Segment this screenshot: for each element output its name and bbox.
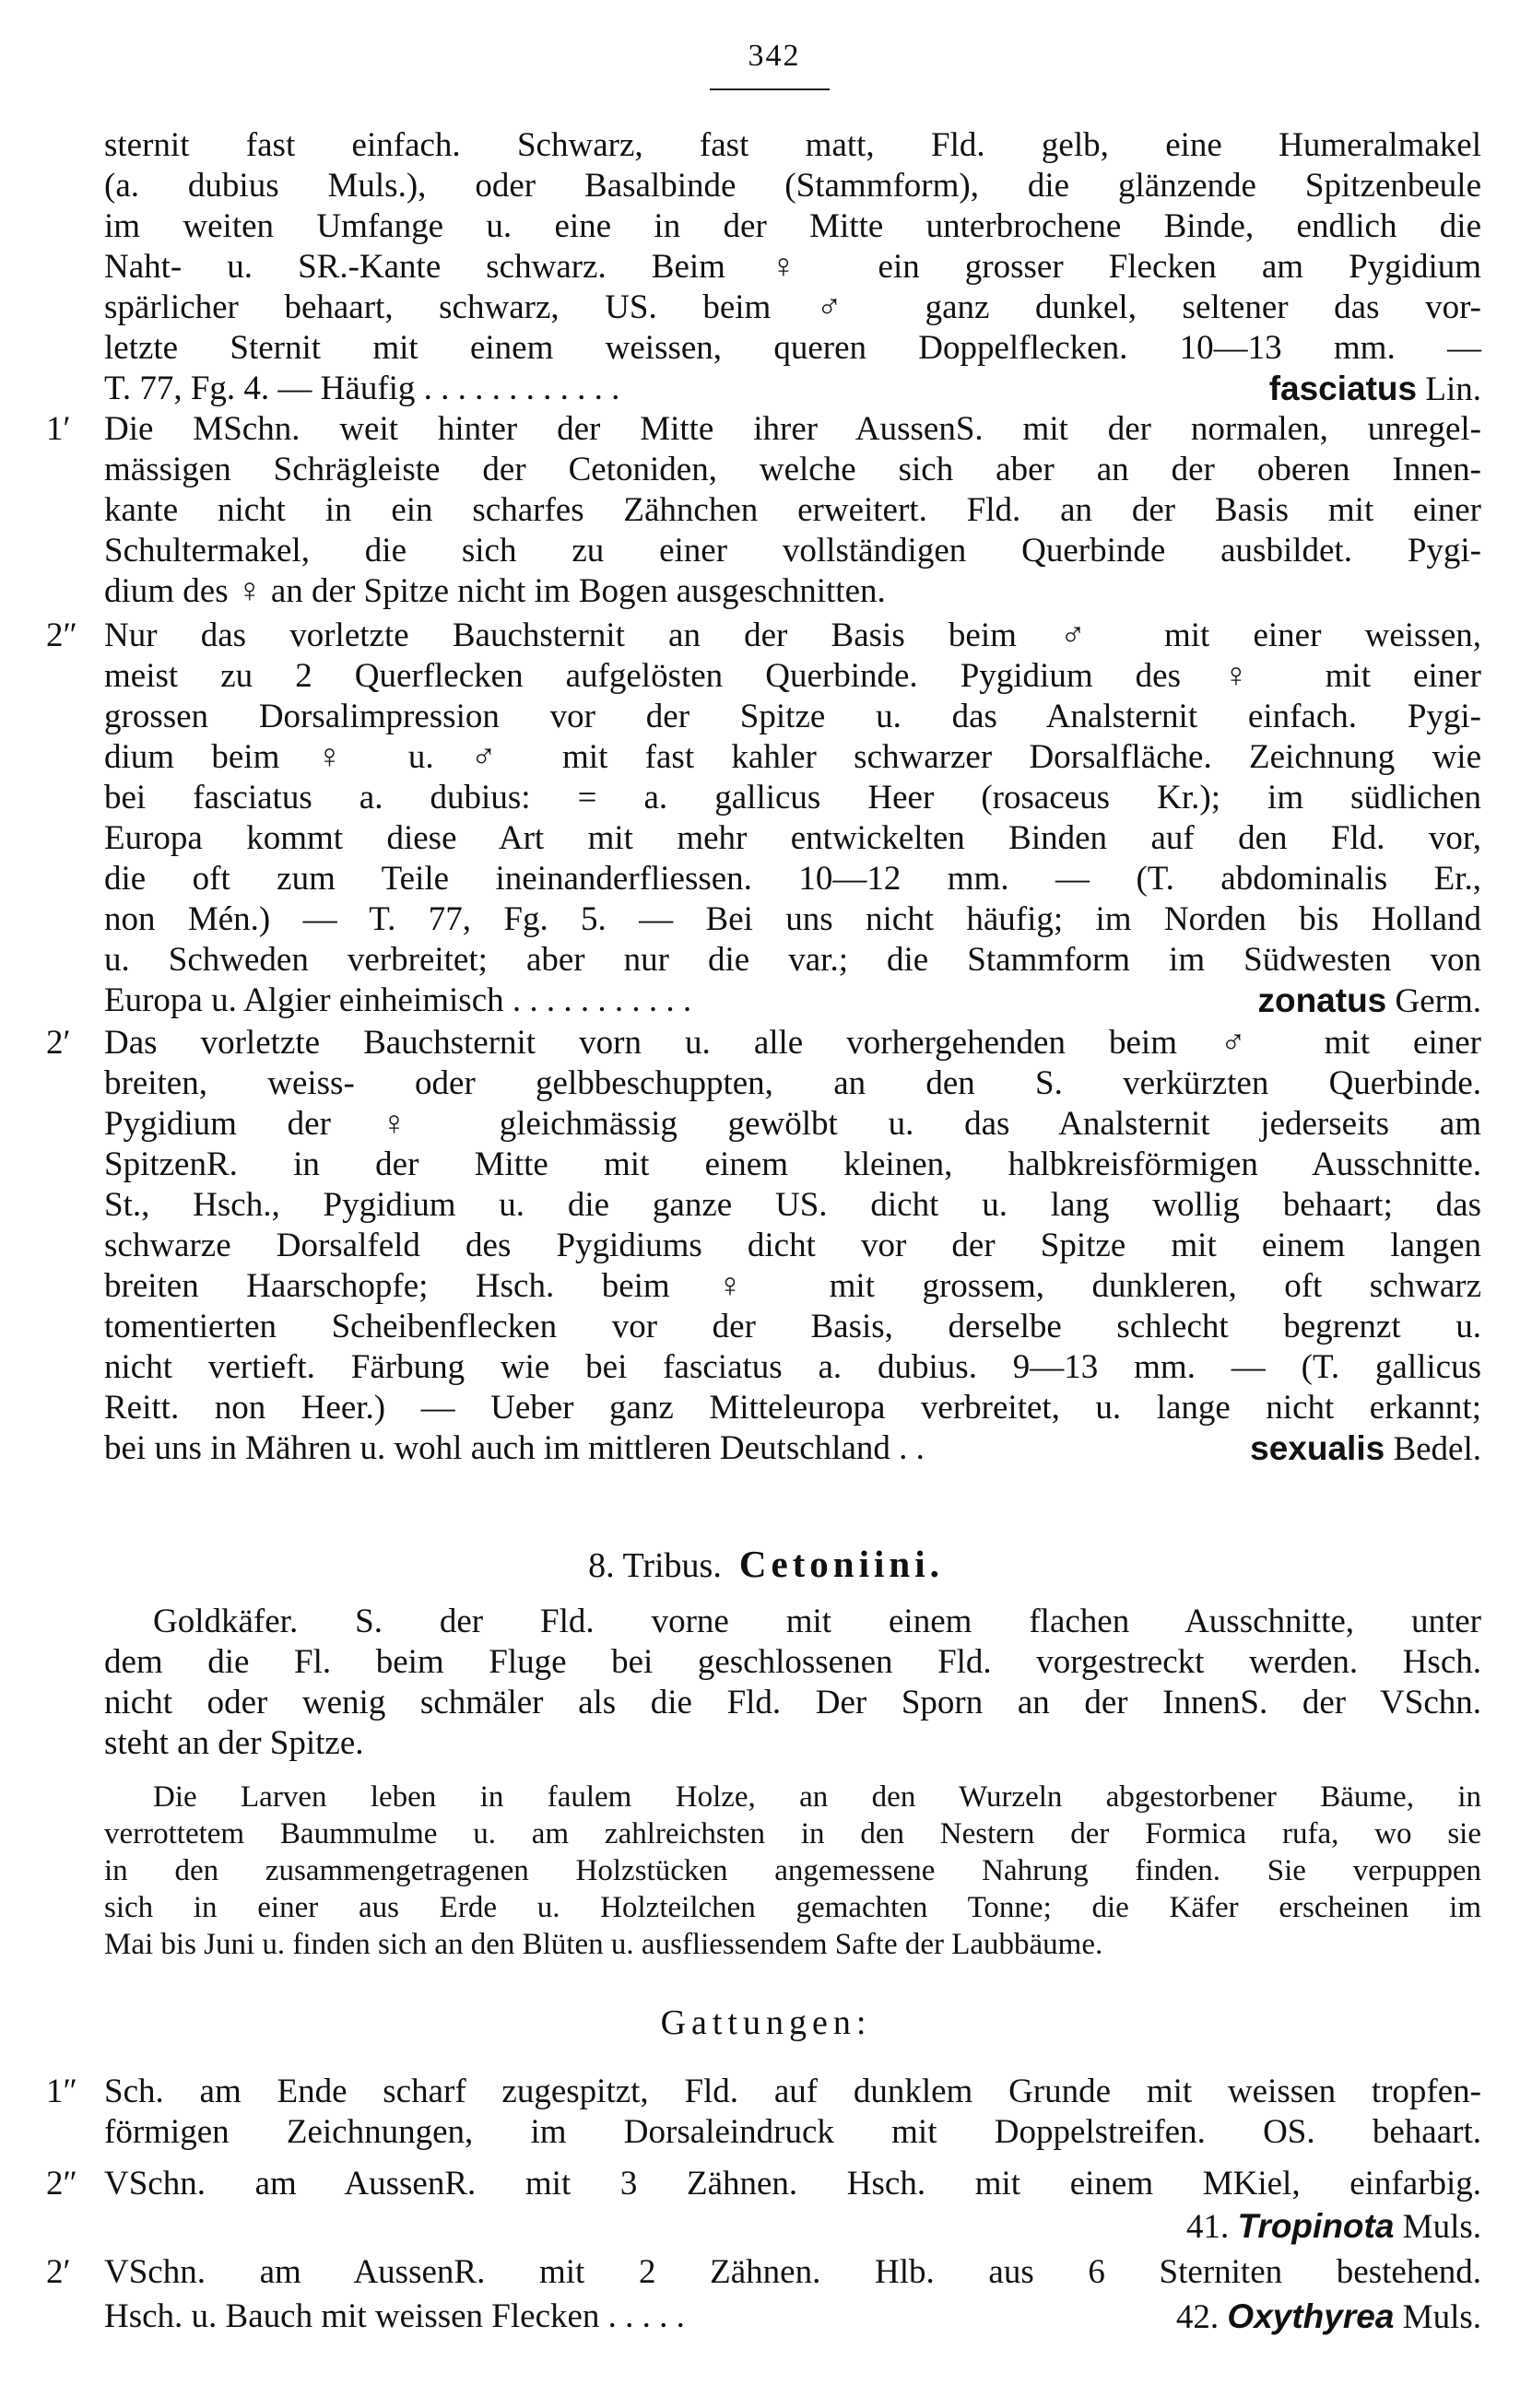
text-line: die oft zum Teile ineinanderfliessen. 10—12 mm. — (T. abdominalis Er., <box>104 860 1481 898</box>
text-line: breiten, weiss- oder gelbbeschuppten, an den S. verkürzten Querbinde. <box>104 1064 1481 1102</box>
text-line: mässigen Schrägleiste der Cetoniden, welche sich aber an der oberen Innen- <box>104 451 1481 488</box>
species-name: zonatus <box>1257 981 1387 1019</box>
text-line: Die Larven leben in faulem Holze, an den Wurzeln abgestorbener Bäume, in <box>153 1780 1481 1814</box>
text-line: dium beim ♀ u. ♂ mit fast kahler schwarzer Dorsalfläche. Zeichnung wie <box>104 738 1481 776</box>
text-line: VSchn. am AussenR. mit 2 Zähnen. Hlb. aus 6 Sterniten bestehend. <box>104 2253 1481 2291</box>
section-heading <box>0 1541 1532 1589</box>
key-number: 1″ <box>46 2073 77 2110</box>
text-line: nicht oder wenig schmäler als die Fld. Der Sporn an der InnenS. der VSchn. <box>104 1684 1481 1721</box>
genus-author: Muls. <box>1402 2298 1481 2336</box>
text-line: Das vorletzte Bauchsternit vorn u. alle vorhergehenden beim ♂ mit einer <box>104 1024 1481 1062</box>
text-line: St., Hsch., Pygidium u. die ganze US. dicht u. lang wollig behaart; das <box>104 1186 1481 1224</box>
text-line: sich in einer aus Erde u. Holzteilchen gemachten Tonne; die Käfer erscheinen im <box>104 1891 1481 1924</box>
tribus-name: Cetoniini. <box>738 1543 944 1585</box>
gattungen-heading: Gattungen: <box>660 2003 872 2042</box>
text-line: Reitt. non Heer.) — Ueber ganz Mitteleuropa verbreitet, u. lange nicht erkannt; <box>104 1389 1481 1427</box>
text-line: Naht- u. SR.-Kante schwarz. Beim ♀ ein grosser Flecken am Pygidium <box>104 248 1481 286</box>
text-line: in den zusammengetragenen Holzstücken angemessene Nahrung finden. Sie verpuppen <box>104 1854 1481 1887</box>
text-line: Sch. am Ende scharf zugespitzt, Fld. auf dunklem Grunde mit weissen tropfen- <box>104 2073 1481 2110</box>
text-line: bei fasciatus a. dubius: = a. gallicus Heer (rosaceus Kr.); im südlichen <box>104 779 1481 816</box>
text-line: Pygidium der ♀ gleichmässig gewölbt u. das Analsternit jederseits am <box>104 1105 1481 1143</box>
text-line: Hsch. u. Bauch mit weissen Flecken . . . . . <box>104 2297 685 2335</box>
species-author: Bedel. <box>1393 1430 1481 1468</box>
text-line: grossen Dorsalimpression vor der Spitze u. das Analsternit einfach. Pygi- <box>104 698 1481 735</box>
text-line: im weiten Umfange u. eine in der Mitte unterbrochene Binde, endlich die <box>104 207 1481 245</box>
text-line: tomentierten Scheibenflecken vor der Basis, derselbe schlecht begrenzt u. <box>104 1308 1481 1345</box>
text-line: SpitzenR. in der Mitte mit einem kleinen, halbkreisförmigen Ausschnitte. <box>104 1145 1481 1183</box>
text-line: steht an der Spitze. <box>104 1724 364 1762</box>
genus-name: Tropinota <box>1237 2207 1395 2245</box>
species-entry <box>1152 981 1481 1021</box>
tribus-prefix: 8. Tribus. <box>588 1546 722 1585</box>
text-line: förmigen Zeichnungen, im Dorsaleindruck mit Doppelstreifen. OS. behaart. <box>104 2113 1481 2151</box>
genus-entry <box>922 2206 1481 2247</box>
species-entry <box>1152 1428 1481 1469</box>
text-line: kante nicht in ein scharfes Zähnchen erweitert. Fld. an der Basis mit einer <box>104 491 1481 529</box>
key-number: 2″ <box>46 2165 77 2202</box>
text-line: bei uns in Mähren u. wohl auch im mittleren Deutschland . . <box>104 1429 925 1467</box>
text-line: spärlicher behaart, schwarz, US. beim ♂ ganz dunkel, seltener das vor- <box>104 288 1481 326</box>
text-line: nicht vertieft. Färbung wie bei fasciatus a. dubius. 9—13 mm. — (T. gallicus <box>104 1348 1481 1386</box>
species-entry <box>1152 369 1481 409</box>
text-line: non Mén.) — T. 77, Fg. 5. — Bei uns nicht häufig; im Norden bis Holland <box>104 900 1481 938</box>
text-line: Die MSchn. weit hinter der Mitte ihrer AussenS. mit der normalen, unregel- <box>104 410 1481 448</box>
page-number: 342 <box>748 39 801 73</box>
text-line: (a. dubius Muls.), oder Basalbinde (Stammform), die glänzende Spitzenbeule <box>104 167 1481 205</box>
page-number-rule <box>710 88 830 90</box>
key-number: 1′ <box>46 410 71 448</box>
text-line: Europa kommt diese Art mit mehr entwickelten Binden auf den Fld. vor, <box>104 819 1481 857</box>
text-line: T. 77, Fg. 4. — Häufig . . . . . . . . . . . . <box>104 370 620 407</box>
genus-name: Oxythyrea <box>1227 2297 1395 2335</box>
genus-author: Muls. <box>1402 2208 1481 2246</box>
genus-number: 41. <box>1186 2208 1230 2246</box>
text-line: Europa u. Algier einheimisch . . . . . . . . . . . <box>104 981 692 1019</box>
text-line: Mai bis Juni u. finden sich an den Blüten u. ausfliessendem Safte der Laubbäume. <box>104 1928 1103 1961</box>
species-author: Germ. <box>1395 982 1481 1020</box>
genus-entry <box>1014 2296 1481 2337</box>
text-line: dium des ♀ an der Spitze nicht im Bogen ausgeschnitten. <box>104 572 886 610</box>
text-line: sternit fast einfach. Schwarz, fast matt, Fld. gelb, eine Humeralmakel <box>104 126 1481 164</box>
key-number: 2″ <box>46 617 77 654</box>
species-author: Lin. <box>1425 370 1481 408</box>
text-line: schwarze Dorsalfeld des Pygidiums dicht vor der Spitze mit einem langen <box>104 1227 1481 1264</box>
text-line: dem die Fl. beim Fluge bei geschlossenen Fld. vorgestreckt werden. Hsch. <box>104 1643 1481 1681</box>
text-line: Goldkäfer. S. der Fld. vorne mit einem flachen Ausschnitte, unter <box>153 1603 1481 1640</box>
text-line: verrottetem Baummulme u. am zahlreichsten in den Nestern der Formica rufa, wo sie <box>104 1817 1481 1850</box>
key-number: 2′ <box>46 1024 71 1062</box>
key-number: 2′ <box>46 2253 71 2291</box>
species-name: fasciatus <box>1268 370 1418 407</box>
text-line: u. Schweden verbreitet; aber nur die var.; die Stammform im Südwesten von <box>104 941 1481 979</box>
text-line: letzte Sternit mit einem weissen, queren Doppelflecken. 10—13 mm. — <box>104 329 1481 367</box>
text-line: VSchn. am AussenR. mit 3 Zähnen. Hsch. mit einem MKiel, einfarbig. <box>104 2165 1481 2202</box>
text-line: meist zu 2 Querflecken aufgelösten Querbinde. Pygidium des ♀ mit einer <box>104 657 1481 695</box>
text-line: Schultermakel, die sich zu einer vollständigen Querbinde ausbildet. Pygi- <box>104 532 1481 570</box>
text-line: breiten Haarschopfe; Hsch. beim ♀ mit grossem, dunkleren, oft schwarz <box>104 1267 1481 1305</box>
genus-number: 42. <box>1175 2298 1220 2336</box>
text-line: Nur das vorletzte Bauchsternit an der Basis beim ♂ mit einer weissen, <box>104 617 1481 654</box>
species-name: sexualis <box>1250 1429 1385 1467</box>
